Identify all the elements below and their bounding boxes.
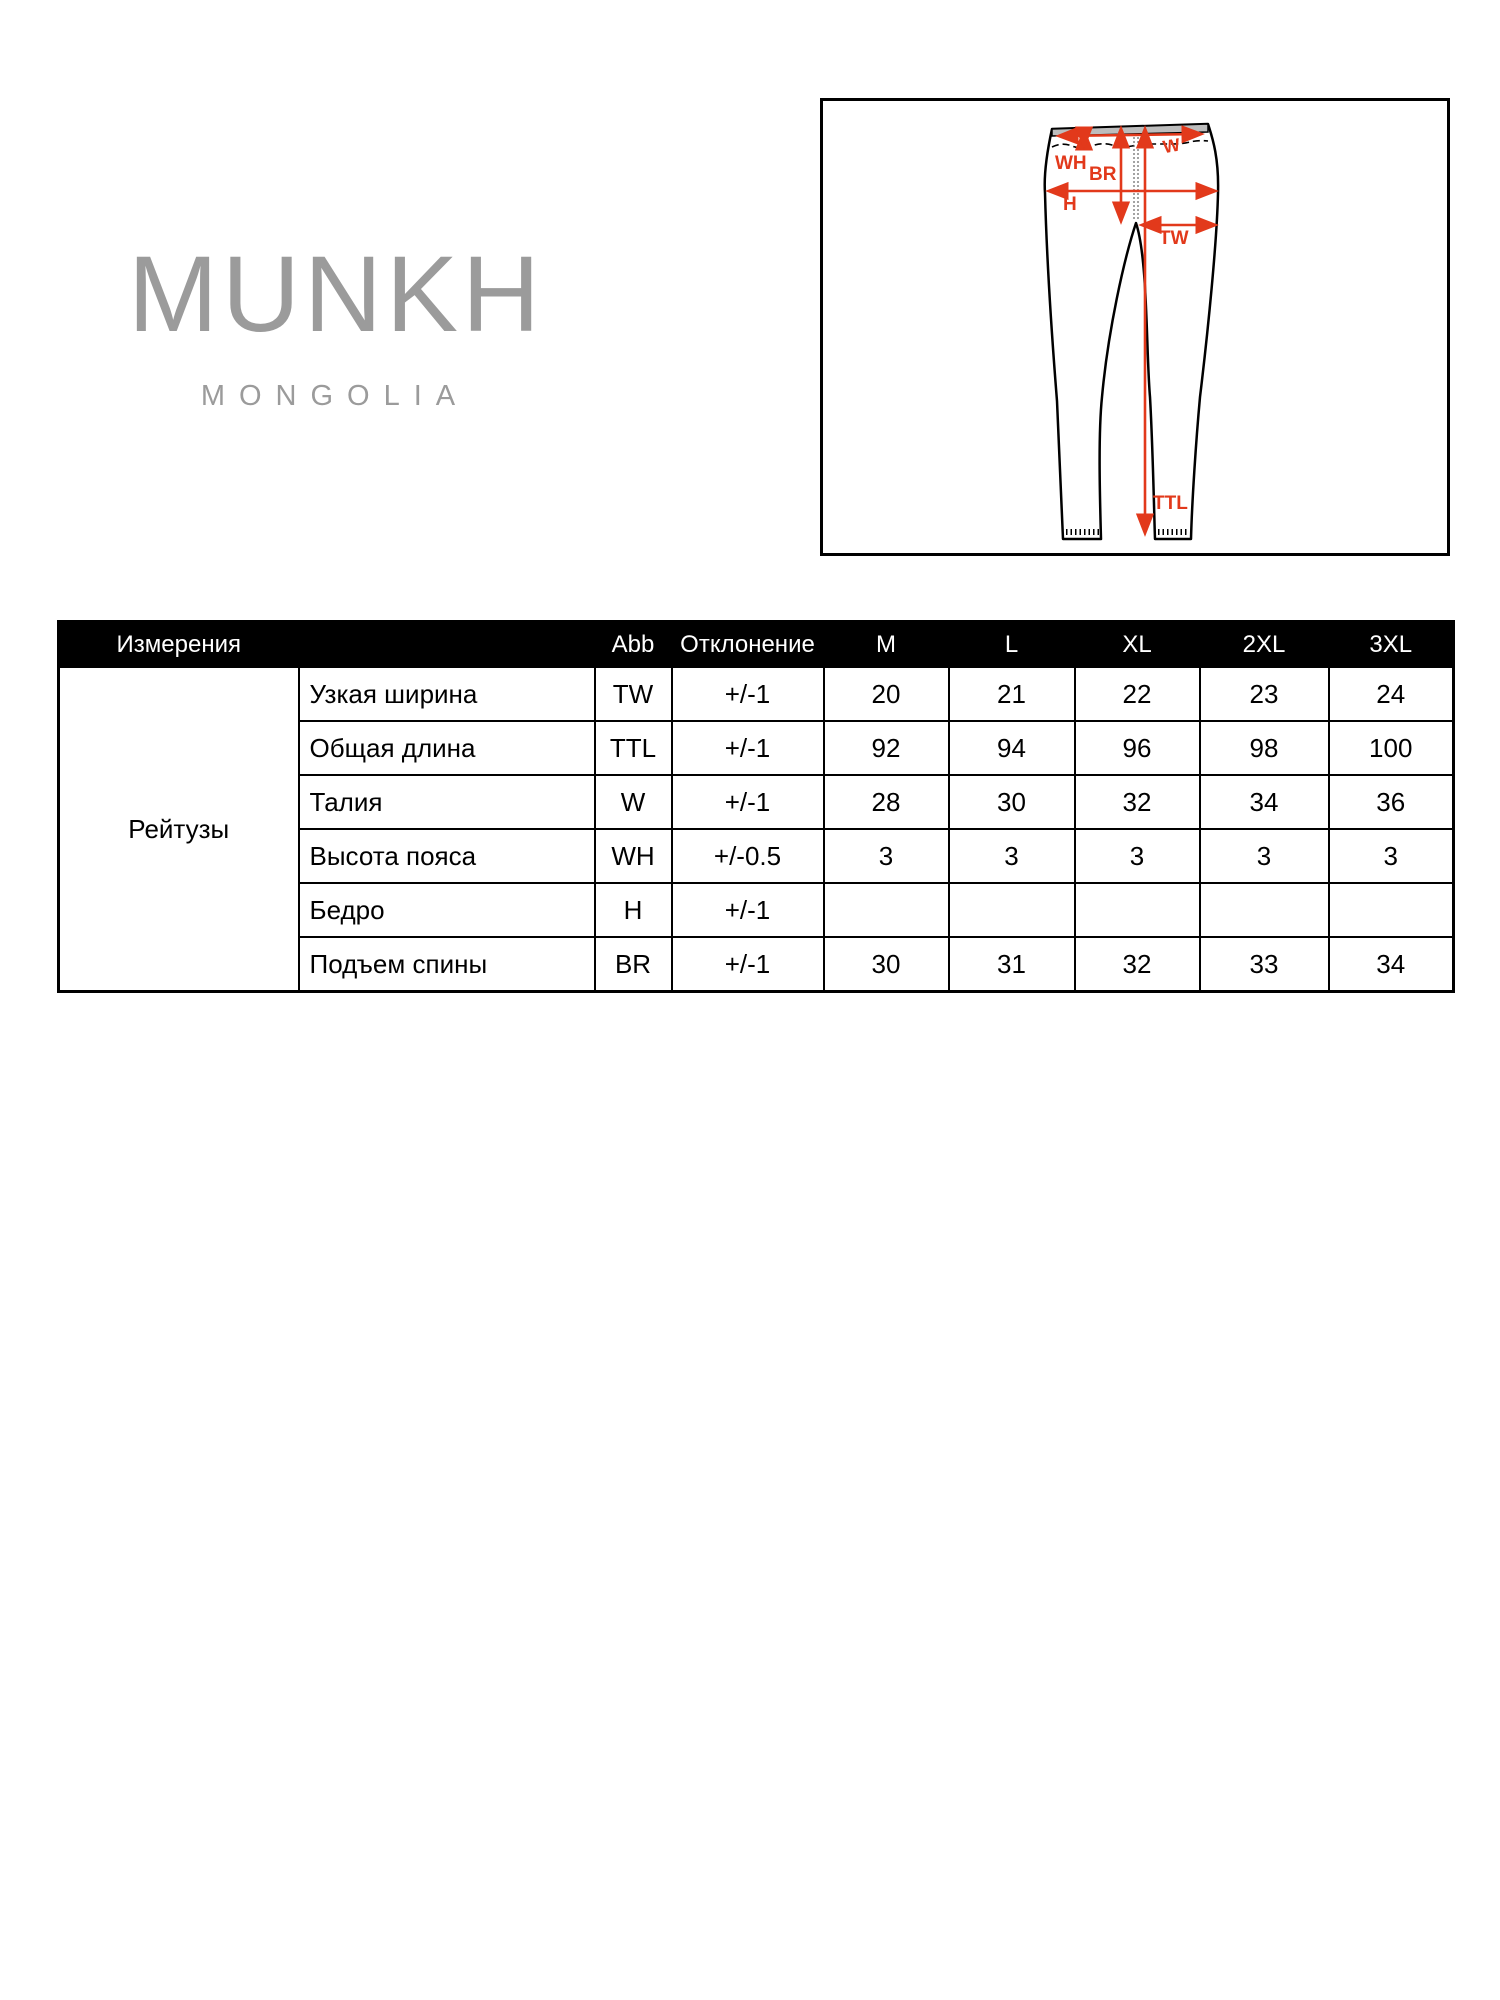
value-cell: 24 [1329,667,1454,721]
tw-label: TW [1159,228,1189,249]
value-cell: 3 [824,829,949,883]
tolerance-cell: +/-1 [672,883,824,937]
abb-cell: WH [595,829,672,883]
value-cell: 33 [1200,937,1329,992]
value-cell: 22 [1075,667,1200,721]
w-label: W [1161,134,1182,158]
value-cell: 92 [824,721,949,775]
h-label: H [1063,194,1077,215]
value-cell: 94 [949,721,1075,775]
header-size-3xl: 3XL [1329,622,1454,668]
ttl-label: TTL [1153,493,1188,514]
value-cell [1075,883,1200,937]
value-cell [1329,883,1454,937]
br-label: BR [1089,164,1117,185]
value-cell: 31 [949,937,1075,992]
wh-label: WH [1055,153,1087,174]
value-cell: 32 [1075,937,1200,992]
abb-cell: TTL [595,721,672,775]
tolerance-cell: +/-0.5 [672,829,824,883]
value-cell: 21 [949,667,1075,721]
value-cell: 30 [824,937,949,992]
value-cell: 34 [1200,775,1329,829]
leggings-drawing [823,101,1447,553]
measure-name: Подъем спины [299,937,595,992]
value-cell: 28 [824,775,949,829]
value-cell: 34 [1329,937,1454,992]
value-cell [824,883,949,937]
tolerance-cell: +/-1 [672,667,824,721]
abb-cell: BR [595,937,672,992]
value-cell: 20 [824,667,949,721]
table-row [59,667,1454,721]
header-tolerance: Отклонение [672,622,824,668]
value-cell [1200,883,1329,937]
header-size-2xl: 2XL [1200,622,1329,668]
value-cell [949,883,1075,937]
value-cell: 3 [949,829,1075,883]
value-cell: 32 [1075,775,1200,829]
tolerance-cell: +/-1 [672,721,824,775]
brand-subtitle: MONGOLIA [200,380,470,412]
header-measure: Измерения [59,622,299,668]
header-size-m: M [824,622,949,668]
measure-name: Высота пояса [299,829,595,883]
value-cell: 3 [1329,829,1454,883]
header-empty [299,622,595,668]
brand-name: MUNKH [128,233,544,354]
brand-logo [128,233,544,413]
value-cell: 36 [1329,775,1454,829]
measure-name: Узкая ширина [299,667,595,721]
category-cell: Рейтузы [59,667,299,992]
measure-name: Бедро [299,883,595,937]
table-header-row [59,622,1454,668]
abb-cell: W [595,775,672,829]
measure-name: Талия [299,775,595,829]
header-abb: Abb [595,622,672,668]
header-size-l: L [949,622,1075,668]
measure-name: Общая длина [299,721,595,775]
tolerance-cell: +/-1 [672,775,824,829]
value-cell: 3 [1075,829,1200,883]
value-cell: 98 [1200,721,1329,775]
abb-cell: TW [595,667,672,721]
header-size-xl: XL [1075,622,1200,668]
value-cell: 3 [1200,829,1329,883]
garment-diagram [820,98,1450,556]
tolerance-cell: +/-1 [672,937,824,992]
size-table [57,620,1455,993]
value-cell: 96 [1075,721,1200,775]
leggings-outline [1045,124,1218,539]
value-cell: 23 [1200,667,1329,721]
abb-cell: H [595,883,672,937]
value-cell: 100 [1329,721,1454,775]
value-cell: 30 [949,775,1075,829]
